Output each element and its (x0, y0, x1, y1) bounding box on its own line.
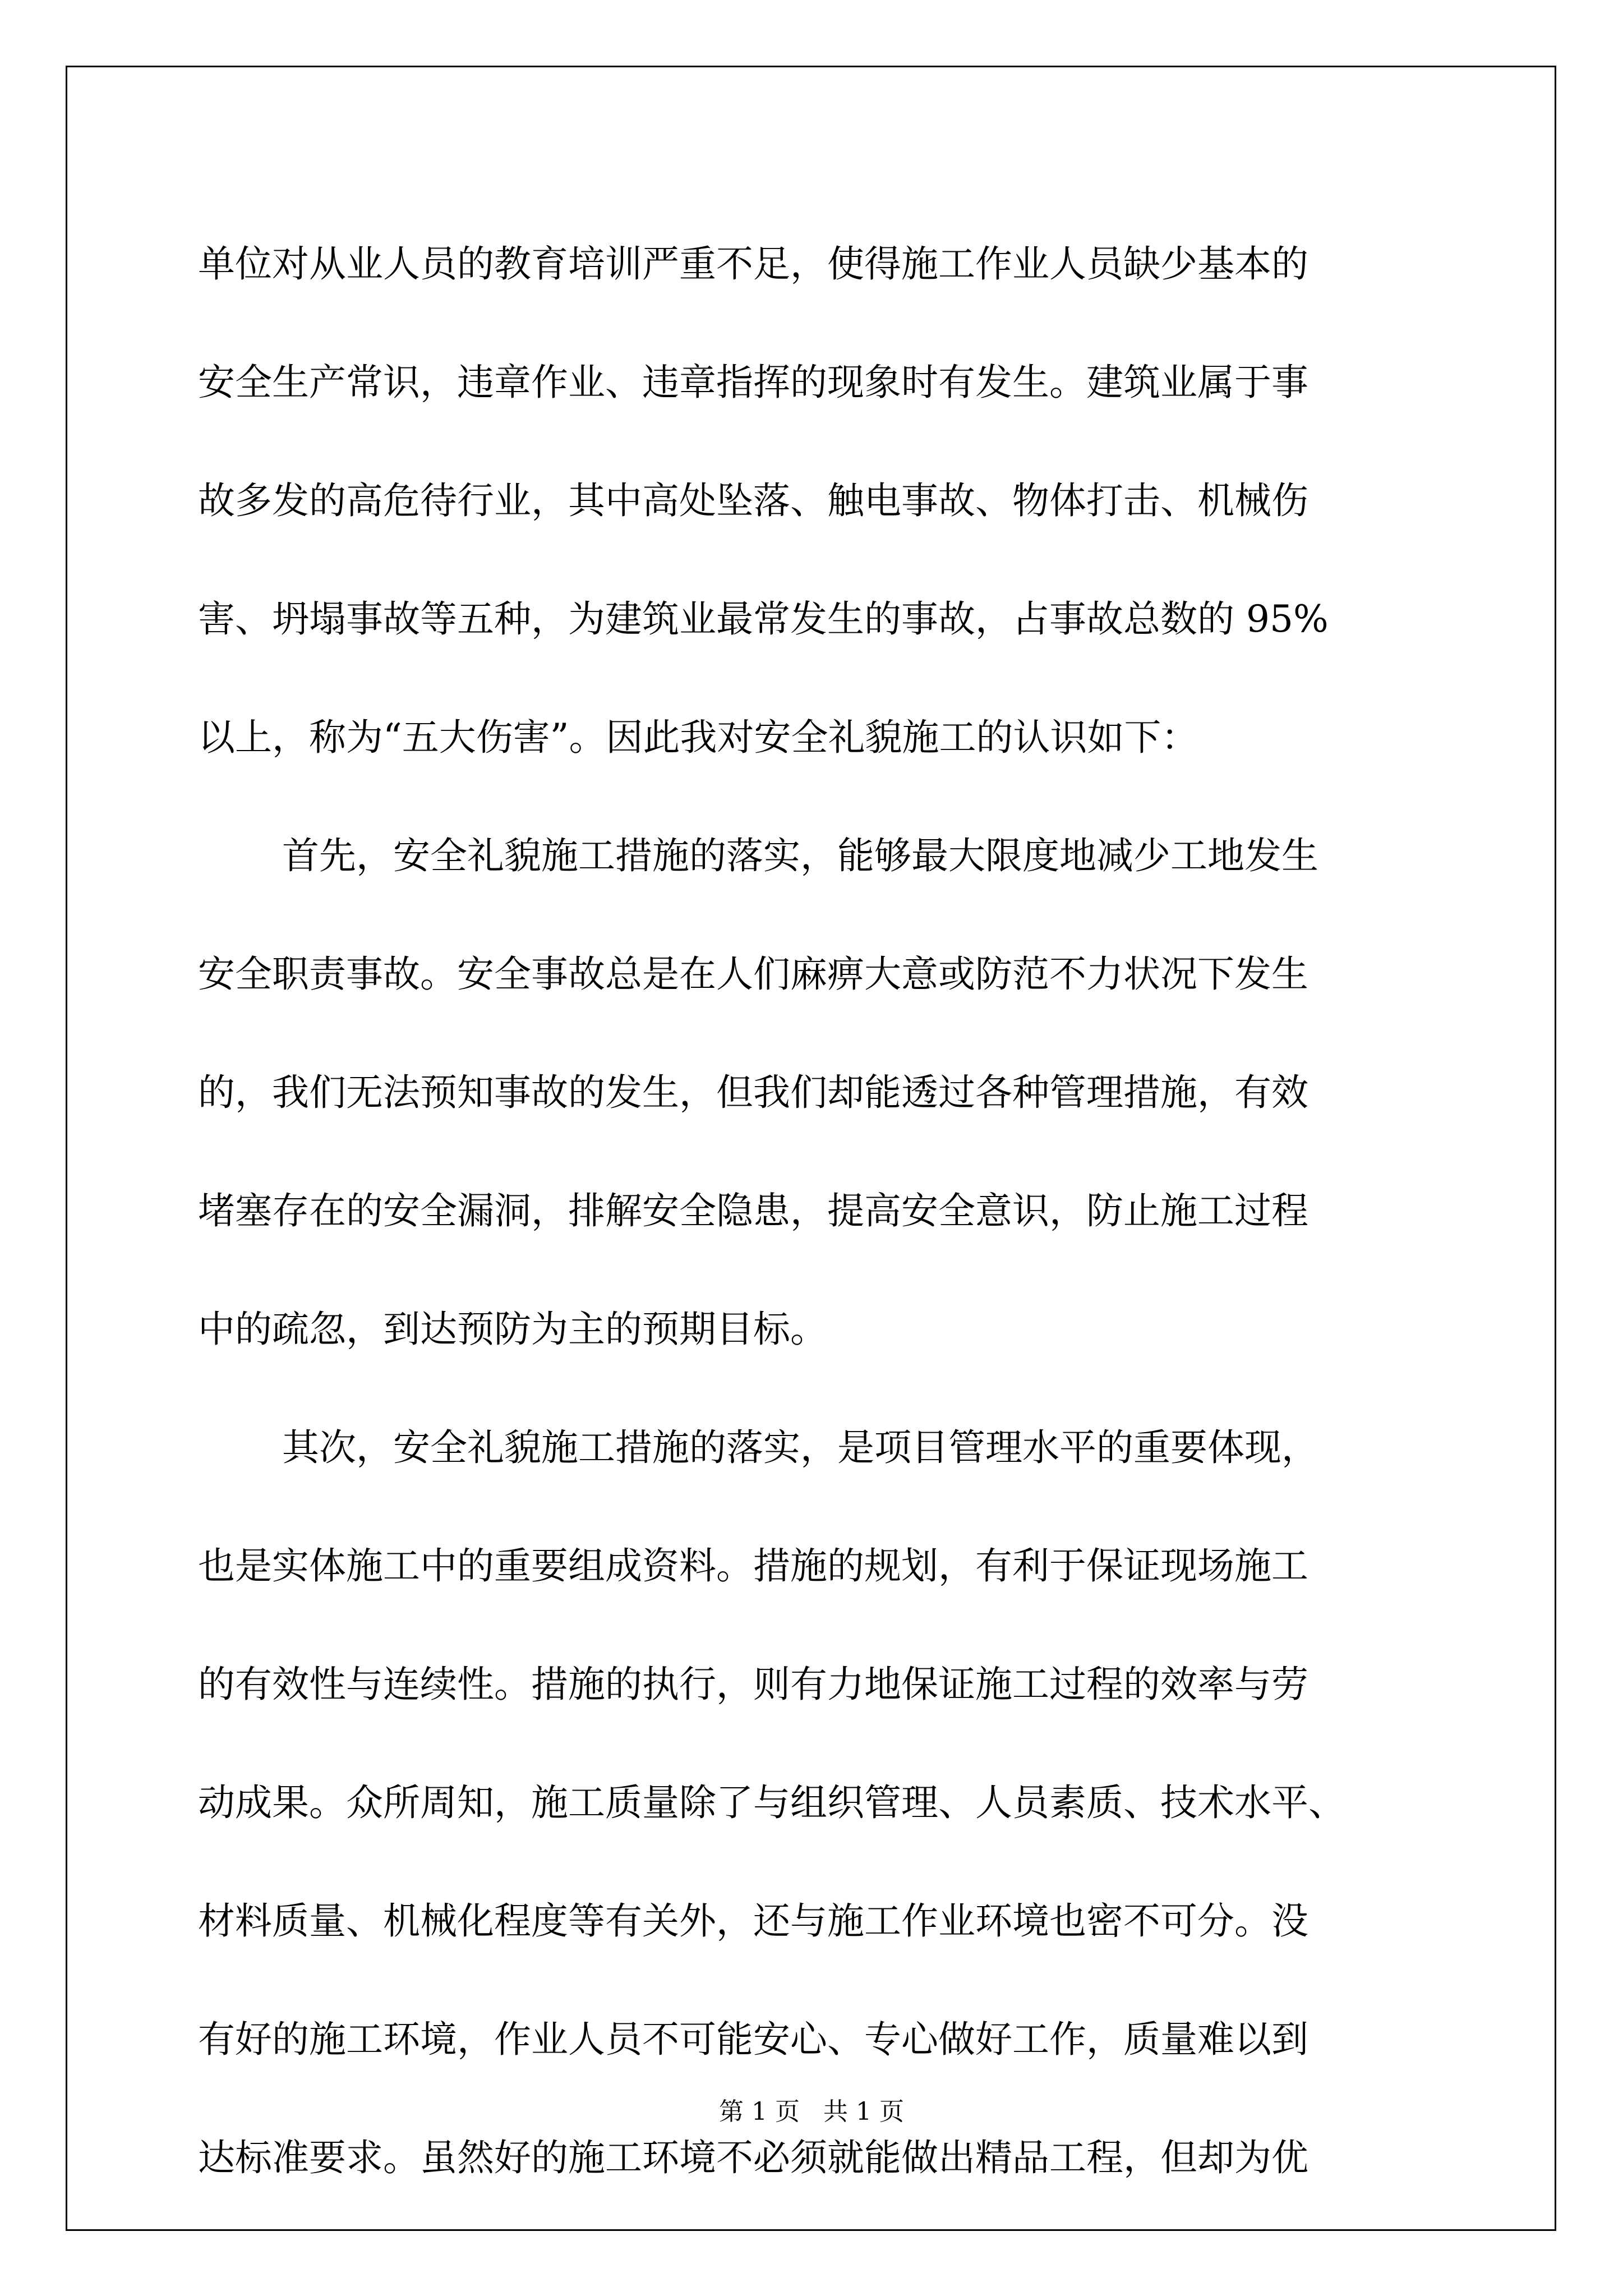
text-line: 安全生产常识，违章作业、违章指挥的现象时有发生。建筑业属于事 (198, 361, 1308, 404)
text-line: 中的疏忽，到达预防为主的预期目标。 (198, 1308, 827, 1351)
page-footer (0, 2091, 1623, 2127)
text-line: 害、坍塌事故等五种，为建筑业最常发生的事故，占事故总数的 95% (198, 597, 1329, 641)
text-line: 故多发的高危待行业，其中高处坠落、触电事故、物体打击、机械伤 (198, 479, 1308, 522)
text-line: 也是实体施工中的重要组成资料。措施的规划，有利于保证现场施工 (198, 1544, 1308, 1588)
text-line: 有好的施工环境，作业人员不可能安心、专心做好工作，质量难以到 (198, 2018, 1308, 2061)
text-line: 达标准要求。虽然好的施工环境不必须就能做出精品工程，但却为优 (198, 2136, 1308, 2179)
total-pages: 共 1 页 (823, 2097, 904, 2126)
text-line: 以上，称为“五大伤害”。因此我对安全礼貌施工的认识如下： (198, 716, 1198, 759)
page-number: 第 1 页 (719, 2097, 800, 2126)
document-body (198, 205, 1454, 2217)
text-line: 单位对从业人员的教育培训严重不足，使得施工作业人员缺少基本的 (198, 242, 1308, 286)
text-line: 堵塞存在的安全漏洞，排解安全隐患，提高安全意识，防止施工过程 (198, 1189, 1308, 1232)
text-line: 的有效性与连续性。措施的执行，则有力地保证施工过程的效率与劳 (198, 1663, 1308, 1706)
text-line: 的，我们无法预知事故的发生，但我们却能透过各种管理措施，有效 (198, 1071, 1308, 1114)
text-line: 材料质量、机械化程度等有关外，还与施工作业环境也密不可分。没 (198, 1899, 1308, 1943)
text-line: 动成果。众所周知，施工质量除了与组织管理、人员素质、技术水平、 (198, 1781, 1345, 1824)
paragraph-first-line: 其次，安全礼貌施工措施的落实，是项目管理水平的重要体现， (282, 1426, 1318, 1469)
paragraph-first-line: 首先，安全礼貌施工措施的落实，能够最大限度地减少工地发生 (282, 834, 1318, 877)
text-line: 安全职责事故。安全事故总是在人们麻痹大意或防范不力状况下发生 (198, 953, 1308, 996)
